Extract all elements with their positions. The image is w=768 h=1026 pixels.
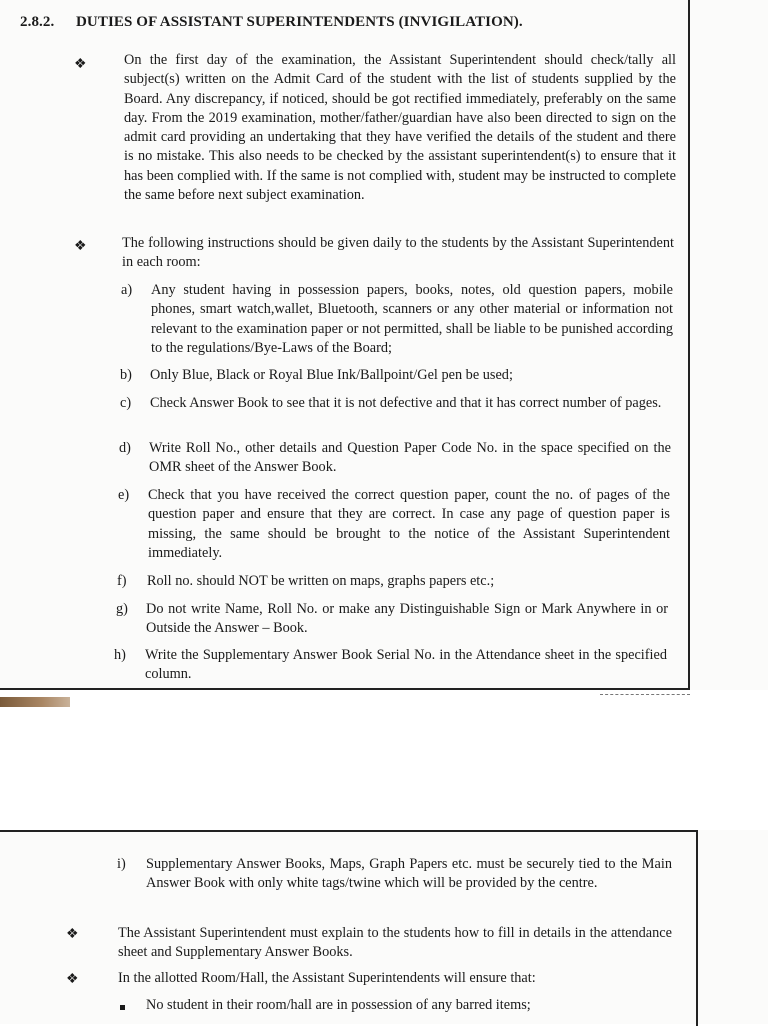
instruction-label: a) [121, 282, 133, 298]
paragraph-daily-instructions: The following instructions should be given daily to the students by the Assistant Superintendent in each room: [122, 235, 674, 271]
instruction-text: Check Answer Book to see that it is not defective and that it has correct number of pages. [150, 395, 662, 411]
instruction-label: g) [116, 601, 128, 617]
instruction-text: Check that you have received the correct question paper, count the no. of pages of the question paper and ensure that they are correct. In case any page of question paper is missing, the same should be brought to the notice of the Assistant Superintendent immediately. [148, 487, 670, 561]
section-heading [20, 14, 523, 31]
diamond-bullet-icon: ❖ [66, 927, 79, 942]
instruction-text: Only Blue, Black or Royal Blue Ink/Ballpoint/Gel pen be used; [150, 367, 513, 383]
instruction-label: i) [117, 856, 126, 872]
instruction-text: Write the Supplementary Answer Book Serial No. in the Attendance sheet in the specified column. [145, 647, 667, 683]
torn-edge-marks [600, 694, 690, 701]
instruction-label: e) [118, 487, 130, 503]
paragraph-explain: The Assistant Superintendent must explain to the students how to fill in details in the attendance sheet and Supplementary Answer Books. [118, 925, 672, 961]
instruction-label: d) [119, 440, 131, 456]
instruction-text: Do not write Name, Roll No. or make any Distinguishable Sign or Mark Anywhere in or Outside the Answer – Book. [146, 601, 668, 637]
diamond-bullet-icon: ❖ [74, 239, 87, 254]
instruction-text: Write Roll No., other details and Question Paper Code No. in the space specified on the OMR sheet of the Answer Book. [149, 440, 671, 476]
instruction-label: b) [120, 367, 132, 383]
section-number: 2.8.2. [20, 14, 55, 30]
ensure-item-text: No student in their room/hall are in possession of any barred items; [146, 997, 531, 1013]
diamond-bullet-icon: ❖ [66, 972, 79, 987]
instruction-label: c) [120, 395, 132, 411]
paragraph-first-day: On the first day of the examination, the Assistant Superintendent should check/tally all subject(s) written on the Admit Card of the student with the list of students supplied by the Board. Any discrepancy, if noticed, should be got rectified immediately, preferably on the same day. From the 2019 examination, mother/father/guardian have also been directed to sign on the admit card providing an undertaking that they have verified the details of the student and there is no mistake. This also needs to be checked by the assistant superintendent(s) to ensure that it has been complied with. If the same is not complied with, student may be instructed to complete the same before next subject examination. [124, 52, 676, 204]
instruction-text: Any student having in possession papers, books, notes, old question papers, mobile phones, smart watch,wallet, Bluetooth, scanners or any other material or information not relevant to the examination paper or not permitted, shall be liable to be punished according to the regulations/Bye-Laws of the Board; [151, 282, 673, 356]
instruction-label: f) [117, 573, 127, 589]
table-edge [0, 697, 70, 707]
instruction-label: h) [114, 647, 126, 663]
square-bullet-icon [120, 1005, 125, 1010]
paragraph-ensure: In the allotted Room/Hall, the Assistant Superintendents will ensure that: [118, 970, 536, 986]
section-title: DUTIES OF ASSISTANT SUPERINTENDENTS (INVIGILATION). [76, 14, 523, 30]
diamond-bullet-icon: ❖ [74, 57, 87, 72]
instruction-text: Supplementary Answer Books, Maps, Graph Papers etc. must be securely tied to the Main Answer Book with only white tags/twine which will be provided by the centre. [146, 856, 672, 892]
instruction-text: Roll no. should NOT be written on maps, graphs papers etc.; [147, 573, 495, 589]
page-gap [0, 690, 768, 830]
